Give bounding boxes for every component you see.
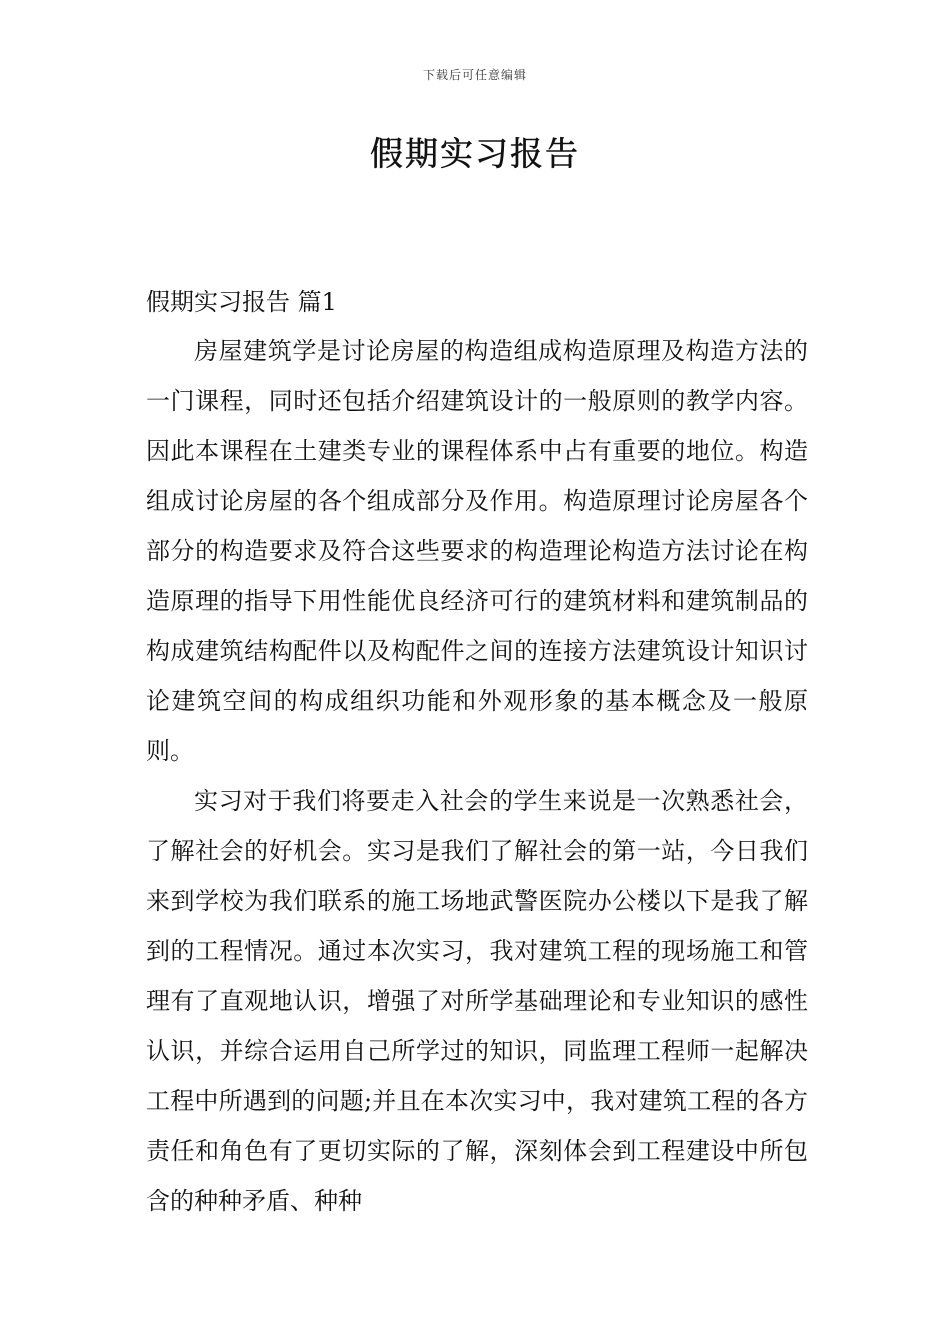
section-heading: 假期实习报告 篇1	[146, 288, 337, 316]
body-paragraph-2: 实习对于我们将要走入社会的学生来说是一次熟悉社会，了解社会的好机会。实习是我们了解社会的第一站，今日我们来到学校为我们联系的施工场地武警医院办公楼以下是我了解到的工程情况。通过本次实习，我对建筑工程的现场施工和管理有了直观地认识，增强了对所学基础理论和专业知识的感性认识，并综合运用自己所学过的知识，同监理工程师一起解决工程中所遇到的问题;并且在本次实习中，我对建筑工程的各方责任和角色有了更切实际的了解，深刻体会到工程建设中所包含的种种矛盾、种种	[146, 787, 808, 1215]
header-note: 下载后可任意编辑	[422, 68, 527, 82]
body-paragraph-1: 房屋建筑学是讨论房屋的构造组成构造原理及构造方法的一门课程，同时还包括介绍建筑设计的一般原则的教学内容。因此本课程在土建类专业的课程体系中占有重要的地位。构造组成讨论房屋的各个组成部分及作用。构造原理讨论房屋各个部分的构造要求及符合这些要求的构造理论构造方法讨论在构造原理的指导下用性能优良经济可行的建筑材料和建筑制品的构成建筑结构配件以及构配件之间的连接方法建筑设计知识讨论建筑空间的构成组织功能和外观形象的基本概念及一般原则。	[146, 337, 808, 765]
document-title: 假期实习报告	[370, 134, 580, 173]
